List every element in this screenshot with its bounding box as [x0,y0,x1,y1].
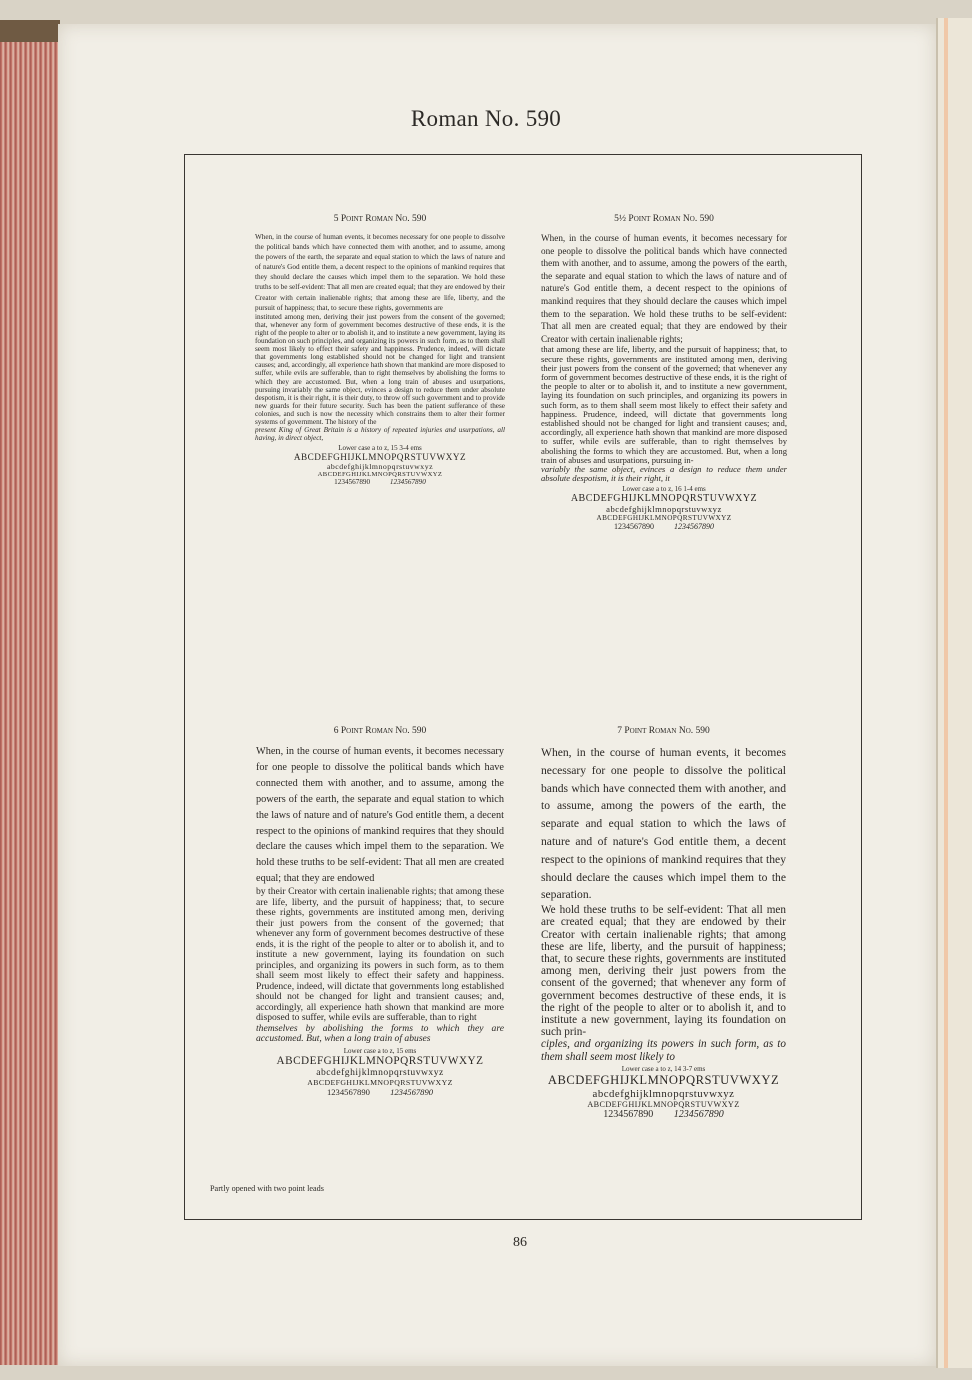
specimen-7-point [541,726,786,1120]
specimen-6-point [256,726,504,1097]
specimen-paragraph-leaded: When, in the course of human events, it becomes necessary for one people to dissolve the political bands which have connected them with another, and to assume, among the powers of the earth, the separate and equal station to which the laws of nature and of nature's God entitle them, a decent respect to the opinions of mankind requires that they should declare the causes which impel them to the separation. [541,746,786,902]
page-number: 86 [513,1235,527,1250]
specimen-body [256,744,504,1045]
specimen-paragraph-italic: present King of Great Britain is a history of repeated injuries and usurpations, all having, in direct object, [255,426,505,443]
specimen-figures [256,1087,504,1097]
specimen-figures [541,1109,786,1120]
specimen-5-point [255,214,505,486]
specimen-capitals: ABCDEFGHIJKLMNOPQRSTUVWXYZ [547,1072,780,1087]
specimen-body [541,232,787,483]
facing-page [936,18,972,1368]
specimen-capitals: ABCDEFGHIJKLMNOPQRSTUVWXYZ [570,493,758,505]
italic-figures: 1234567890 [673,1108,724,1120]
specimen-paragraph-italic: themselves by abolishing the forms to which they are accustomed. But, when a long train of abuses [256,1022,504,1045]
italic-figures: 1234567890 [674,522,714,532]
specimen-5-half-point [541,214,787,531]
specimen-heading: 5 Point Roman No. 590 [333,214,427,224]
specimen-heading: 6 Point Roman No. 590 [333,726,427,736]
specimen-small-caps: ABCDEFGHIJKLMNOPQRSTUVWXYZ [596,514,732,523]
book-cover-edge [0,20,60,42]
specimen-lowercase: abcdefghijklmnopqrstuvwxyz [606,504,722,515]
book-page-edges [0,20,60,1365]
page-title: Roman No. 590 [410,106,562,131]
specimen-capitals: ABCDEFGHIJKLMNOPQRSTUVWXYZ [293,452,467,463]
specimen-paragraph-leaded: When, in the course of human events, it becomes necessary for one people to dissolve the political bands which have connected them with another, and to assume, among the powers of the earth, the separate and equal station to which the laws of nature and of nature's God entitle them, a decent respect to the opinions of mankind requires that they should declare the causes which impel them to the separation. We hold these truths to be self-evident: That all men are created equal; that they are endowed [256,746,504,885]
specimen-small-caps: ABCDEFGHIJKLMNOPQRSTUVWXYZ [317,471,443,479]
specimen-paragraph-solid: We hold these truths to be self-evident: That all men are created equal; that they are endowed by their Creator with certain inalienable rights; that among these are life, liberty, and the pursuit of happiness; that, to secure these rights, governments are instituted among men, deriving their just powers from the consent of the governed; that whenever any form of government becomes destructive of these ends, it is the right of the people to alter or to abolish it, and to institute a new government, laying its foundation on such prin- [541,904,786,1039]
specimen-paragraph-leaded: When, in the course of human events, it becomes necessary for one people to dissolve the political bands which have connected them with another, and to assume, among the powers of the earth, the separate and equal station to which the laws of nature and of nature's God entitle them, a decent respect to the opinions of mankind requires that they should declare the causes which impel them to the separation. We hold these truths to be self-evident: That all men are created equal; that they are endowed by their Creator with certain inalienable rights; [541,233,787,344]
specimen-note: Lower case a to z, 15 3-4 ems [338,444,422,453]
specimen-paragraph-solid: instituted among men, deriving their just powers from the consent of the governed; that, whenever any form of government becomes destructive of these ends, it is the right of the people to alter or to abolish it, and to institute a new government, laying its foundation on such principles, and organizing its powers in such form, as to them shall seem most likely to effect their safety and happiness. Prudence, indeed, will dictate that governments long established should not be changed for light and transient causes; and, accordingly, all experience hath shown that mankind are more disposed to suffer, while evils are sufferable, than to right themselves by abolishing the forms to which they are accustomed. But, when a long train of abuses and usurpations, pursuing invariably the same object, evinces a design to reduce them under absolute despotism, it is their right, it is their duty, to throw off such government and to provide new guards for their future security. Such has been the patient sufferance of these colonies, and such is now the necessity which constrains them to alter their former systems of government. The history of the [255,312,505,426]
specimen-capitals: ABCDEFGHIJKLMNOPQRSTUVWXYZ [276,1054,484,1067]
italic-figures: 1234567890 [389,478,426,487]
specimen-body [255,232,505,442]
roman-figures: 1234567890 [334,478,371,487]
specimen-figures [255,478,505,486]
specimen-small-caps: ABCDEFGHIJKLMNOPQRSTUVWXYZ [307,1077,453,1087]
specimen-heading: 7 Point Roman No. 590 [617,726,710,736]
specimen-lowercase: abcdefghijklmnopqrstuvwxyz [316,1066,444,1078]
italic-figures: 1234567890 [390,1086,434,1097]
specimen-body [541,744,786,1063]
specimen-lowercase: abcdefghijklmnopqrstuvwxyz [326,462,434,472]
specimen-paragraph-leaded: When, in the course of human events, it becomes necessary for one people to dissolve the political bands which have connected them with another, and to assume, among the powers of the earth, the separate and equal station to which the laws of nature and of nature's God entitle them, a decent respect to the opinions of mankind requires that they should declare the causes which impel them to the separation. We hold these truths to be self-evident: That all men are created equal; that they are endowed by their Creator with certain inalienable rights; that among these are life, liberty, and the pursuit of happiness; that, to secure these rights, governments are [255,233,505,312]
specimen-note: Lower case a to z, 16 1-4 ems [622,485,706,494]
specimen-paragraph-solid: that among these are life, liberty, and the pursuit of happiness; that, to secure these rights, governments are instituted among men, deriving their just powers from the consent of the governed; that whenever any form of government becomes destructive of these ends, it is the right of the people to alter or to abolish it, and to institute a new government, laying its foundation on such principles, and organizing its powers in such form, as to them shall seem most likely to effect their safety and happiness. Prudence, indeed, will dictate that governments long established should not be changed for light and transient causes; and, accordingly, all experience hath shown that mankind are more disposed to suffer, while evils are sufferable, than to right themselves by abolishing the forms to which they are accustomed. But, when a long train of abuses and usurpations, pursuing in- [541,344,787,465]
roman-figures: 1234567890 [326,1086,370,1097]
facing-page-edge [944,18,948,1368]
specimen-note: Lower case a to z, 14 3-7 ems [621,1064,706,1073]
roman-figures: 1234567890 [603,1108,654,1120]
specimen-small-caps: ABCDEFGHIJKLMNOPQRSTUVWXYZ [587,1099,740,1109]
specimen-figures [541,522,787,531]
specimen-lowercase: abcdefghijklmnopqrstuvwxyz [592,1087,735,1100]
roman-figures: 1234567890 [614,522,654,532]
specimen-note: Lower case a to z, 15 ems [343,1046,417,1055]
specimen-paragraph-italic: variably the same object, evinces a design to reduce them under absolute despotism, it is their right, it [541,463,787,484]
footnote: Partly opened with two point leads [210,1184,324,1193]
specimen-heading: 5½ Point Roman No. 590 [614,214,714,224]
specimen-paragraph-solid: by their Creator with certain inalienable rights; that among these are life, liberty, and the pursuit of happiness; that, to secure these rights, governments are instituted among men, deriving their just powers from the consent of the governed; that whenever any form of government becomes destructive of these ends, it is the right of the people to alter or to abolish it, and to institute a new government, laying its foundation on such principles, and organizing its powers in such form, as to them shall seem most likely to effect their safety and happiness. Prudence, indeed, will dictate that governments long established should not be changed for light and transient causes; and, accordingly, all experience hath shown that mankind are more disposed to suffer, while evils are sufferable, than to right [256,886,504,1024]
specimen-paragraph-italic: ciples, and organizing its powers in such form, as to them shall seem most likely to [541,1038,786,1063]
